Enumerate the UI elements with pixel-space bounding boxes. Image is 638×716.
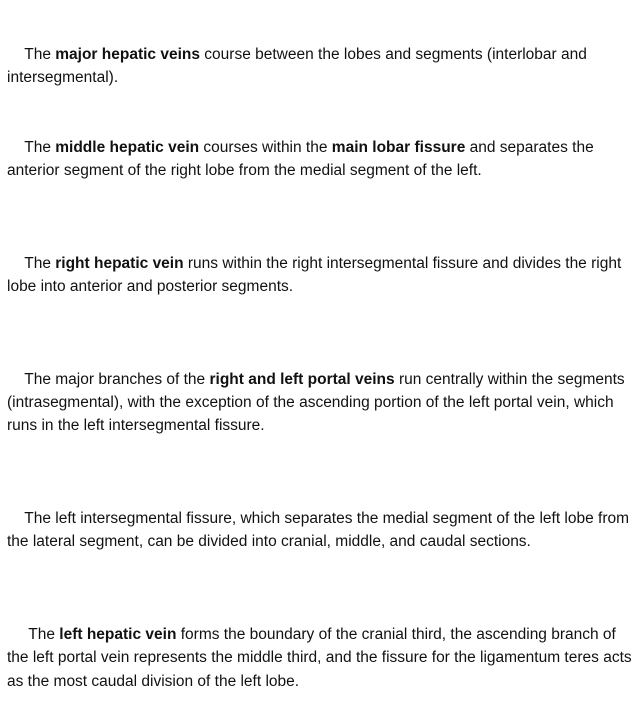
text-segment: courses within the — [199, 139, 332, 157]
paragraph-left-intersegmental-fissure — [7, 484, 632, 577]
text-segment: course between the lobes and segments (interlobar and intersegmental). — [7, 46, 592, 87]
text-segment: The — [24, 255, 56, 273]
paragraph-right-hepatic-vein — [7, 229, 632, 322]
text-segment: The — [24, 46, 56, 64]
text-segment: run centrally within the segments (intrasegmental), with the exception of the ascending portion of the left portal vein, which runs in the left intersegmental fissure. — [7, 371, 629, 435]
paragraph-left-hepatic-vein — [7, 600, 636, 716]
bold-term-major-hepatic-veins: major hepatic veins — [55, 46, 200, 64]
paragraph-spacer — [7, 461, 632, 484]
paragraph-middle-hepatic-vein — [7, 113, 632, 206]
paragraph-major-hepatic-veins — [7, 20, 632, 113]
paragraph-spacer — [7, 577, 632, 600]
text-segment: The left intersegmental fissure, which separates the medial segment of the left lobe from the lateral segment, can be divided into cranial, middle, and caudal sections. — [7, 510, 634, 551]
text-segment: forms the boundary of the cranial third, the ascending branch of the left portal vein represents the middle third, and the fissure for the ligamentum teres acts as the most caudal division of the left lobe. — [7, 626, 636, 690]
bold-term-right-hepatic-vein: right hepatic vein — [55, 255, 184, 273]
paragraph-spacer — [7, 206, 632, 229]
paragraph-spacer — [7, 322, 632, 345]
bold-term-main-lobar-fissure: main lobar fissure — [331, 139, 466, 157]
bold-term-left-hepatic-vein: left hepatic vein — [59, 626, 177, 644]
text-segment: and separates the anterior segment of the right lobe from the medial segment of the left. — [7, 139, 599, 180]
bold-term-middle-hepatic-vein: middle hepatic vein — [55, 139, 200, 157]
text-segment: runs within the right intersegmental fissure and divides the right lobe into anterior and posterior segments. — [7, 255, 626, 296]
text-segment: The — [24, 626, 60, 644]
bold-term-portal-veins: right and left portal veins — [209, 371, 395, 389]
text-segment: The — [24, 139, 56, 157]
paragraph-portal-veins — [7, 345, 632, 461]
text-segment: The major branches of the — [24, 371, 210, 389]
